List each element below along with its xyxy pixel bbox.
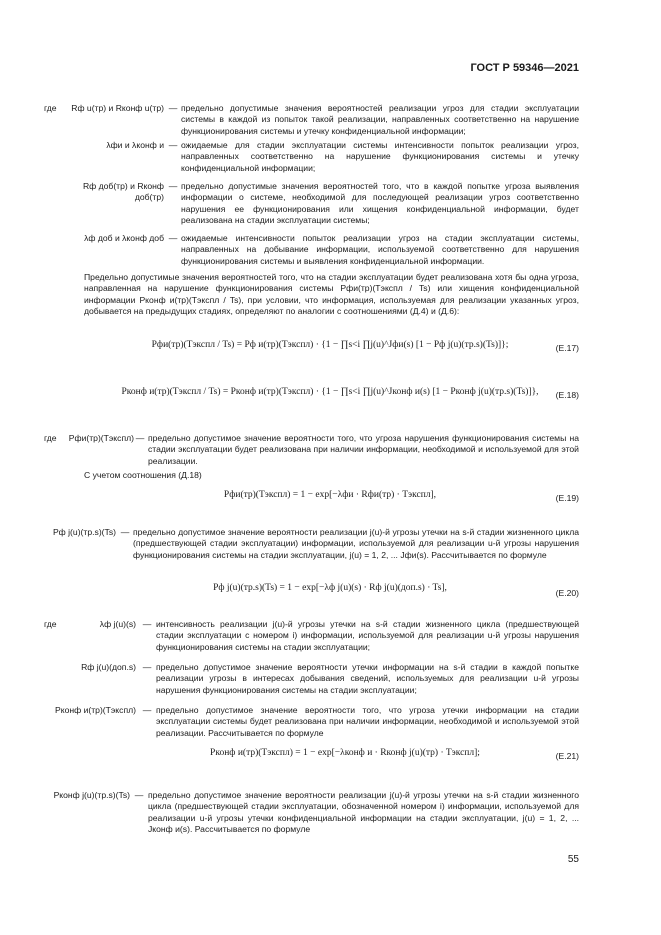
page-number: 55: [567, 854, 579, 865]
definition-r-f-u: предельно допустимые значения вероятностей реализации угроз для стадии эксплуатации системы в каждой из попыток такой реализации, направленных соответственно на нарушение функционирования системы и утечку конфиденциальной информации;: [181, 103, 579, 136]
definition-p-fi: предельно допустимое значение вероятности того, что угроза нарушения функционирования системы на стадии эксплуатации будет реализована при наличии информации, необходимой и используемой для этой реализации.: [148, 433, 579, 466]
equation-number-e21: (Е.21): [555, 751, 579, 761]
dash: —: [142, 705, 152, 715]
symbol-lambda-f-dob: λф доб и λконф доб: [84, 233, 164, 243]
symbol-r-f-ju-dop: Rф j(u)(доп.s): [81, 662, 136, 672]
symbol-p-fi: Pфи(тр)(Tэкспл): [68, 433, 134, 443]
paragraph-2: С учетом соотношения (Д.18): [84, 470, 202, 480]
symbol-lambda-f-ju: λф j(u)(s): [99, 619, 136, 629]
dash: —: [142, 619, 152, 629]
formula-e20: Pф j(u)(тр.s)(Ts) = 1 − exp[−λф j(u)(s) · Rф j(u)(доп.s) · Ts],: [213, 583, 447, 593]
symbol-p-konf-ju: Pконф j(u)(тр.s)(Ts): [53, 790, 130, 800]
symbol-p-f-ju: Pф j(u)(тр.s)(Ts): [52, 527, 116, 537]
where-label: где: [44, 103, 57, 113]
dash: —: [134, 790, 144, 800]
paragraph-1: Предельно допустимые значения вероятностей того, что на стадии эксплуатации будет реализована хотя бы одна угроза, направленная на нарушение функционирования системы Pфи(тр)(Tэкспл / Ts) или хищения конфиденциальной информации Pконф и(тр)(Tэкспл / Ts), при условии, что информация, используемая для реализации указанных угроз, добывается на предыдущих стадиях, определяют по аналогии с соотношениями (Д.4) и (Д.6):: [84, 272, 579, 317]
definition-p-konf-ju: предельно допустимое значение вероятности реализации j(u)-й угрозы утечки на s-й стадии жизненного цикла (предшествующей стадии эксплуатации, обозначенной номером i) информации, используемой для реализации u-й угрозы утечки конфиденциальной информации на стадии эксплуатации, j(u) = 1, 2, ... Jконф и(s). Рассчитывается по формуле: [148, 790, 579, 835]
definition-lambda-fi: ожидаемые для стадии эксплуатации системы интенсивности попыток реализации угроз, направленных соответственно на нарушение функционирования системы и утечку конфиденциальной информации;: [181, 140, 579, 173]
document-header: ГОСТ Р 59346—2021: [470, 62, 579, 74]
dash: —: [120, 527, 130, 537]
symbol-lambda-fi: λфи и λконф и: [106, 140, 164, 150]
definition-p-f-ju: предельно допустимое значение вероятности реализации j(u)-й угрозы утечки на s-й стадии жизненного цикла (предшествующей стадии эксплуатации) информации, используемой для реализации u-й угрозы нарушения функционирования системы на стадии эксплуатации, j(u) = 1, 2, ... Jфи(s). Рассчитывается по формуле: [133, 527, 579, 560]
dash: —: [135, 433, 145, 443]
equation-number-e20: (Е.20): [555, 588, 579, 598]
dash: —: [168, 233, 178, 243]
definition-r-f-dob: предельно допустимые значения вероятностей того, что в каждой попытке угроза выявления информации о системе, необходимой для последующей реализации угроз соответственно нарушения ее функционирования или хищения конфиденциальной информации, будет реализована на стадии эксплуатации системы;: [181, 181, 579, 226]
symbol-r-f-u: Rф u(тр) и Rконф u(тр): [71, 103, 164, 113]
dash: —: [168, 103, 178, 113]
dash: —: [168, 181, 178, 191]
formula-e19: Pфи(тр)(Tэкспл) = 1 − exp[−λфи · Rфи(тр) · Tэкспл],: [223, 490, 437, 500]
symbol-r-f-dob: Rф доб(тр) и Rконф доб(тр): [82, 181, 164, 203]
definition-lambda-f-dob: ожидаемые интенсивности попыток реализации угроз на стадии эксплуатации системы, направленных на добывание информации, используемой соответственно для нарушения функционирования системы и выявления конфиденциальной информации.: [181, 233, 579, 266]
where-label: где: [44, 433, 57, 443]
equation-number-e19: (Е.19): [555, 493, 579, 503]
formula-e18: Pконф и(тр)(Tэкспл / Ts) = Pконф и(тр)(Tэкспл) · {1 − ∏s<i ∏j(u)^Jконф и(s) [1 − Pконф j(u)(тр.s)(Ts)]},: [121, 387, 539, 397]
definition-lambda-f-ju: интенсивность реализации j(u)-й угрозы утечки на s-й стадии жизненного цикла (предшествующей стадии эксплуатации с номером i) информации, используемой для реализации u-й угрозы нарушения функционирования системы на стадии эксплуатации;: [156, 619, 579, 652]
formula-e21: Pконф и(тр)(Tэкспл) = 1 − exp[−λконф и · Rконф j(u)(тр) · Tэкспл];: [210, 748, 480, 758]
definition-r-f-ju-dop: предельно допустимое значение вероятности утечки информации на s-й стадии в каждой попытке реализации угрозы в интересах добывания сведений, используемых для реализации u-й угрозы нарушения функционирования системы на стадии эксплуатации;: [156, 662, 579, 695]
dash: —: [142, 662, 152, 672]
dash: —: [168, 140, 178, 150]
definition-p-konf-u: предельно допустимое значение вероятности того, что угроза утечки информации на стадии эксплуатации системы будет реализована при наличии информации, необходимой и используемой этой реализации. Рассчитывается по формуле: [156, 705, 579, 738]
equation-number-e18: (Е.18): [555, 390, 579, 400]
where-label: где: [44, 619, 57, 629]
symbol-p-konf-u: Pконф и(тр)(Tэкспл): [55, 705, 136, 715]
formula-e17: Pфи(тр)(Tэкспл / Ts) = Pф и(тр)(Tэкспл) · {1 − ∏s<i ∏j(u)^Jфи(s) [1 − Pф j(u)(тр.s)(Ts)]};: [151, 340, 509, 350]
equation-number-e17: (Е.17): [555, 343, 579, 353]
